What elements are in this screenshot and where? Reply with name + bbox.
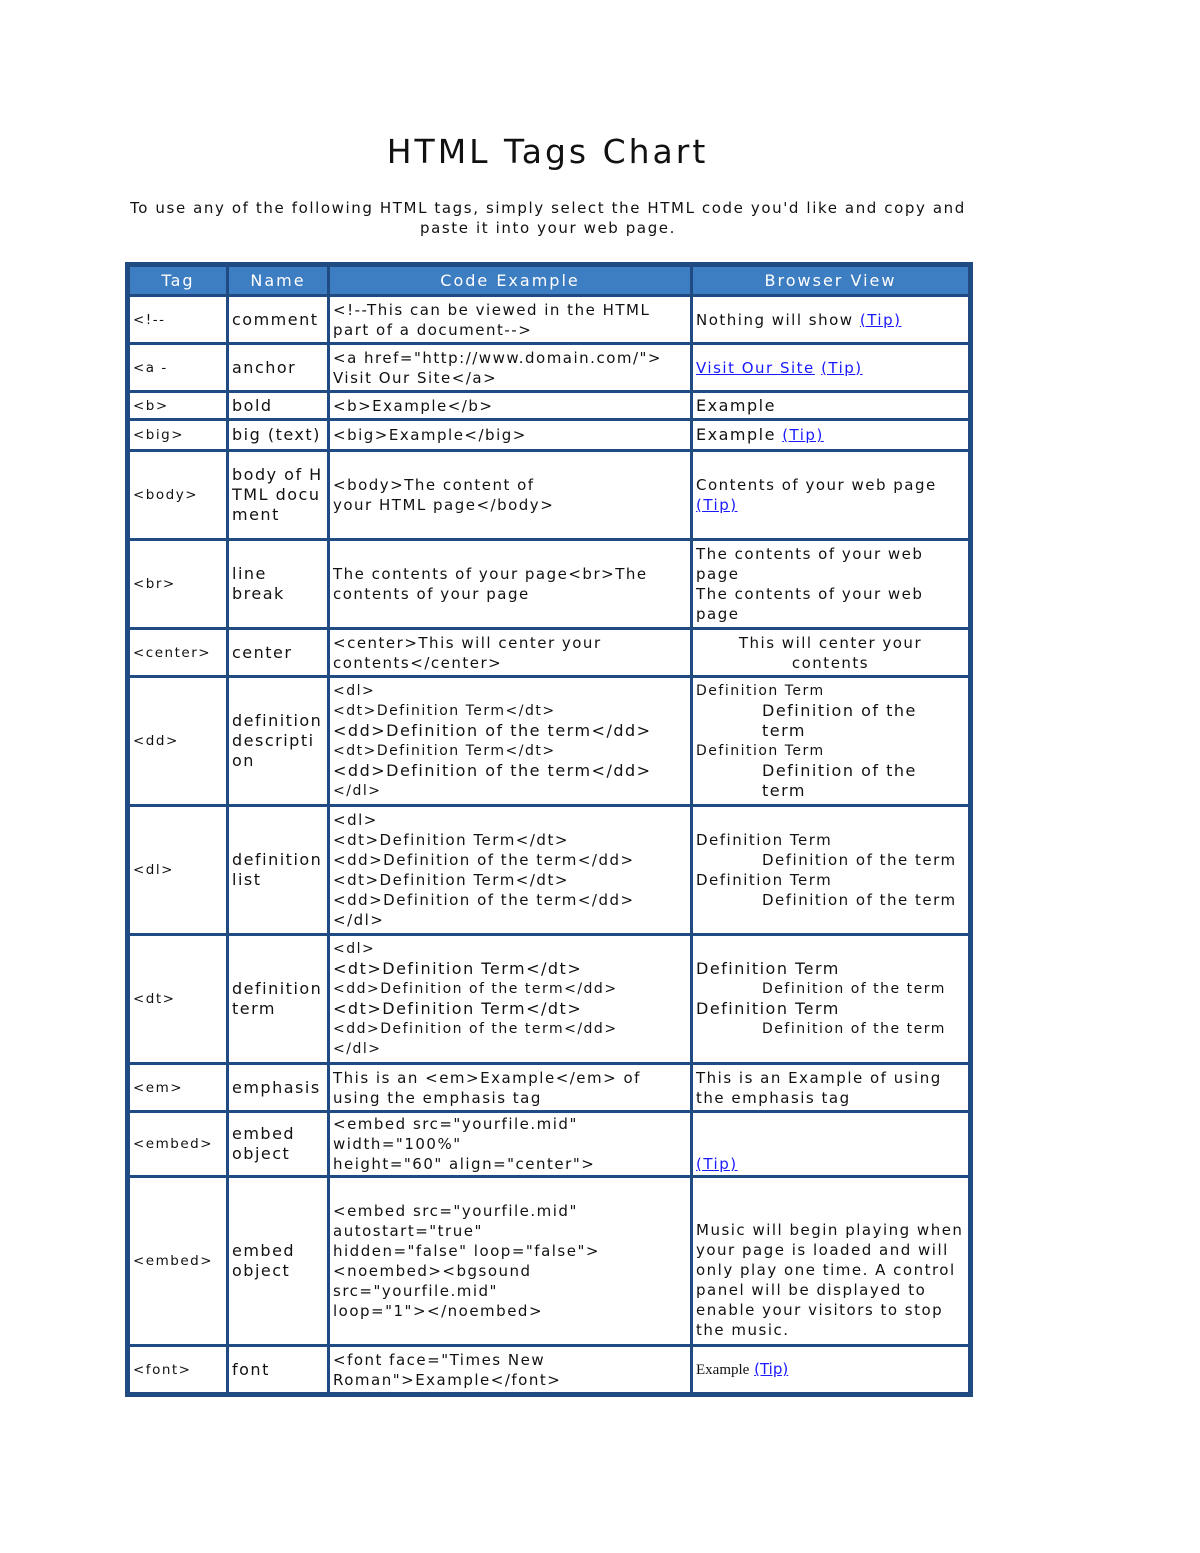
code-cell <box>330 678 690 804</box>
view-cell <box>693 1113 968 1175</box>
view-line: The contents of your web page <box>696 585 924 623</box>
view-cell <box>693 345 968 390</box>
view-text: This is an Example of using the emphasis tag <box>696 1068 942 1107</box>
code-line: <dt>Definition Term</dt> <box>333 831 569 849</box>
code-line: </dl> <box>333 1041 382 1057</box>
view-line: Definition Term <box>696 871 833 889</box>
intro-text: To use any of the following HTML tags, simply select the HTML code you'd like and copy and paste it into your web page. <box>130 199 966 237</box>
tag-cell: <a - <box>130 345 226 390</box>
table-row <box>130 936 968 1062</box>
view-cell <box>693 393 968 418</box>
code-line: </dl> <box>333 911 385 929</box>
tag-cell: <embed> <box>130 1178 226 1344</box>
header-row <box>130 267 968 294</box>
tags-chart <box>125 262 973 1397</box>
name-cell: anchor <box>229 345 327 390</box>
tip-link[interactable]: (Tip) <box>782 426 824 444</box>
tag-cell: <dt> <box>130 936 226 1062</box>
view-line: Definition of the term <box>762 1021 946 1037</box>
tag-cell: <em> <box>130 1065 226 1110</box>
table-row <box>130 393 968 418</box>
view-text: This will center your contents <box>738 633 923 672</box>
view-cell <box>693 1065 968 1110</box>
tag-cell: <body> <box>130 452 226 538</box>
table-row <box>130 678 968 804</box>
name-cell: definition description <box>229 678 327 804</box>
view-text: Music will begin playing when your page is loaded and will only play one time. A control panel will be displayed to enable your visitors to stop the music. <box>696 1221 964 1339</box>
tag-cell: <font> <box>130 1347 226 1392</box>
name-cell: emphasis <box>229 1065 327 1110</box>
code-cell <box>330 297 690 342</box>
code-cell <box>330 1178 690 1344</box>
code-cell <box>330 936 690 1062</box>
code-line: <center>This will center your <box>333 633 602 652</box>
code-line: Roman">Example</font> <box>333 1370 562 1389</box>
code-line: <dt>Definition Term</dt> <box>333 999 583 1018</box>
code-line: hidden="false" loop="false"> <box>333 1242 600 1260</box>
code-cell <box>330 541 690 627</box>
code-line: <body>The content of <box>333 476 535 494</box>
code-cell <box>330 393 690 418</box>
view-text: Nothing will show <box>696 310 854 329</box>
table-row <box>130 452 968 538</box>
visit-site-link[interactable]: Visit Our Site <box>696 358 815 377</box>
view-cell <box>693 297 968 342</box>
table-row <box>130 1347 968 1392</box>
name-cell: embed object <box>229 1178 327 1344</box>
code-line: <dd>Definition of the term</dd> <box>333 891 635 909</box>
view-cell <box>693 936 968 1062</box>
tip-link[interactable]: (Tip) <box>821 358 863 377</box>
view-text: Example <box>696 1362 750 1378</box>
code-line: <embed src="yourfile.mid" width="100%" <box>333 1115 578 1153</box>
code-cell <box>330 807 690 933</box>
tip-link[interactable]: (Tip) <box>859 310 902 329</box>
code-line: <!--This can be viewed in the HTML part of a document--> <box>333 300 651 339</box>
code-line: loop="1"></noembed> <box>333 1302 544 1320</box>
view-line: Definition Term <box>696 959 840 978</box>
view-cell <box>693 630 968 675</box>
tag-cell: <dl> <box>130 807 226 933</box>
tag-cell: <br> <box>130 541 226 627</box>
view-line: Definition Term <box>696 999 840 1018</box>
tip-link[interactable]: (Tip) <box>696 1155 738 1173</box>
code-line: <dl> <box>333 683 376 699</box>
tag-cell: <center> <box>130 630 226 675</box>
view-line: Definition of the term <box>762 981 946 997</box>
name-cell: big (text) <box>229 421 327 449</box>
table-row <box>130 297 968 342</box>
view-line: Definition Term <box>696 743 825 759</box>
code-cell <box>330 630 690 675</box>
tags-table <box>127 264 971 1395</box>
table-row <box>130 345 968 390</box>
code-line: <a href="http://www.domain.com/"> <box>333 348 662 367</box>
view-line: The contents of your web page <box>696 545 924 583</box>
code-line: your HTML page</body> <box>333 496 555 514</box>
code-cell <box>330 421 690 449</box>
tag-cell: <b> <box>130 393 226 418</box>
code-cell <box>330 1113 690 1175</box>
view-text: Contents of your web page <box>696 476 937 494</box>
tip-link[interactable]: (Tip) <box>754 1360 789 1378</box>
tip-link[interactable]: (Tip) <box>696 496 738 514</box>
table-row <box>130 541 968 627</box>
col-header-view: Browser View <box>693 267 968 294</box>
code-line: contents</center> <box>333 653 503 672</box>
col-header-tag: Tag <box>130 267 226 294</box>
view-line: Definition Term <box>696 831 833 849</box>
name-cell: center <box>229 630 327 675</box>
code-line: <dd>Definition of the term</dd> <box>333 1021 618 1037</box>
code-line: <dt>Definition Term</dt> <box>333 959 583 978</box>
code-cell <box>330 345 690 390</box>
view-line: Definition Term <box>696 683 825 699</box>
code-line: The contents of your page<br>The contents of your page <box>333 565 648 603</box>
col-header-name: Name <box>229 267 327 294</box>
tag-cell: <big> <box>130 421 226 449</box>
table-row <box>130 1113 968 1175</box>
view-cell <box>693 452 968 538</box>
table-row <box>130 630 968 675</box>
view-line: Definition of the term <box>762 701 917 740</box>
code-cell <box>330 1065 690 1110</box>
code-line: <dt>Definition Term</dt> <box>333 743 556 759</box>
code-line: <b>Example</b> <box>333 396 494 415</box>
view-cell <box>693 807 968 933</box>
view-text: Example <box>696 395 776 415</box>
tag-cell: <dd> <box>130 678 226 804</box>
view-line: Definition of the term <box>762 891 957 909</box>
code-line: This is an <em>Example</em> of using the emphasis tag <box>333 1068 641 1107</box>
col-header-code: Code Example <box>330 267 690 294</box>
view-cell <box>693 1178 968 1344</box>
code-line: <dd>Definition of the term</dd> <box>333 981 618 997</box>
view-text: Example <box>696 425 776 444</box>
name-cell: body of HTML document <box>229 452 327 538</box>
code-line: <noembed><bgsound src="yourfile.mid" <box>333 1262 532 1300</box>
page-title: HTML Tags Chart <box>386 132 709 171</box>
code-line: <dd>Definition of the term</dd> <box>333 851 635 869</box>
name-cell: definition list <box>229 807 327 933</box>
name-cell: bold <box>229 393 327 418</box>
tag-cell: <!-- <box>130 297 226 342</box>
table-row <box>130 1178 968 1344</box>
code-line: <dd>Definition of the term</dd> <box>333 721 652 740</box>
name-cell: font <box>229 1347 327 1392</box>
table-row <box>130 1065 968 1110</box>
name-cell: definition term <box>229 936 327 1062</box>
view-line: Definition of the term <box>762 851 957 869</box>
code-line: height="60" align="center"> <box>333 1155 596 1173</box>
code-line: <embed src="yourfile.mid" autostart="true" <box>333 1202 578 1240</box>
code-line: Visit Our Site</a> <box>333 368 498 387</box>
code-line: <font face="Times New <box>333 1350 546 1369</box>
table-row <box>130 807 968 933</box>
code-line: <big>Example</big> <box>333 426 527 444</box>
code-line: <dt>Definition Term</dt> <box>333 703 556 719</box>
code-line: <dl> <box>333 811 378 829</box>
code-cell <box>330 1347 690 1392</box>
view-cell <box>693 421 968 449</box>
view-line: Definition of the term <box>762 761 917 800</box>
code-line: <dl> <box>333 941 376 957</box>
view-cell <box>693 678 968 804</box>
name-cell: line break <box>229 541 327 627</box>
table-row <box>130 421 968 449</box>
view-cell <box>693 1347 968 1392</box>
code-cell <box>330 452 690 538</box>
code-line: </dl> <box>333 783 382 799</box>
name-cell: comment <box>229 297 327 342</box>
name-cell: embed object <box>229 1113 327 1175</box>
tag-cell: <embed> <box>130 1113 226 1175</box>
code-line: <dt>Definition Term</dt> <box>333 871 569 889</box>
view-cell <box>693 541 968 627</box>
code-line: <dd>Definition of the term</dd> <box>333 761 652 780</box>
